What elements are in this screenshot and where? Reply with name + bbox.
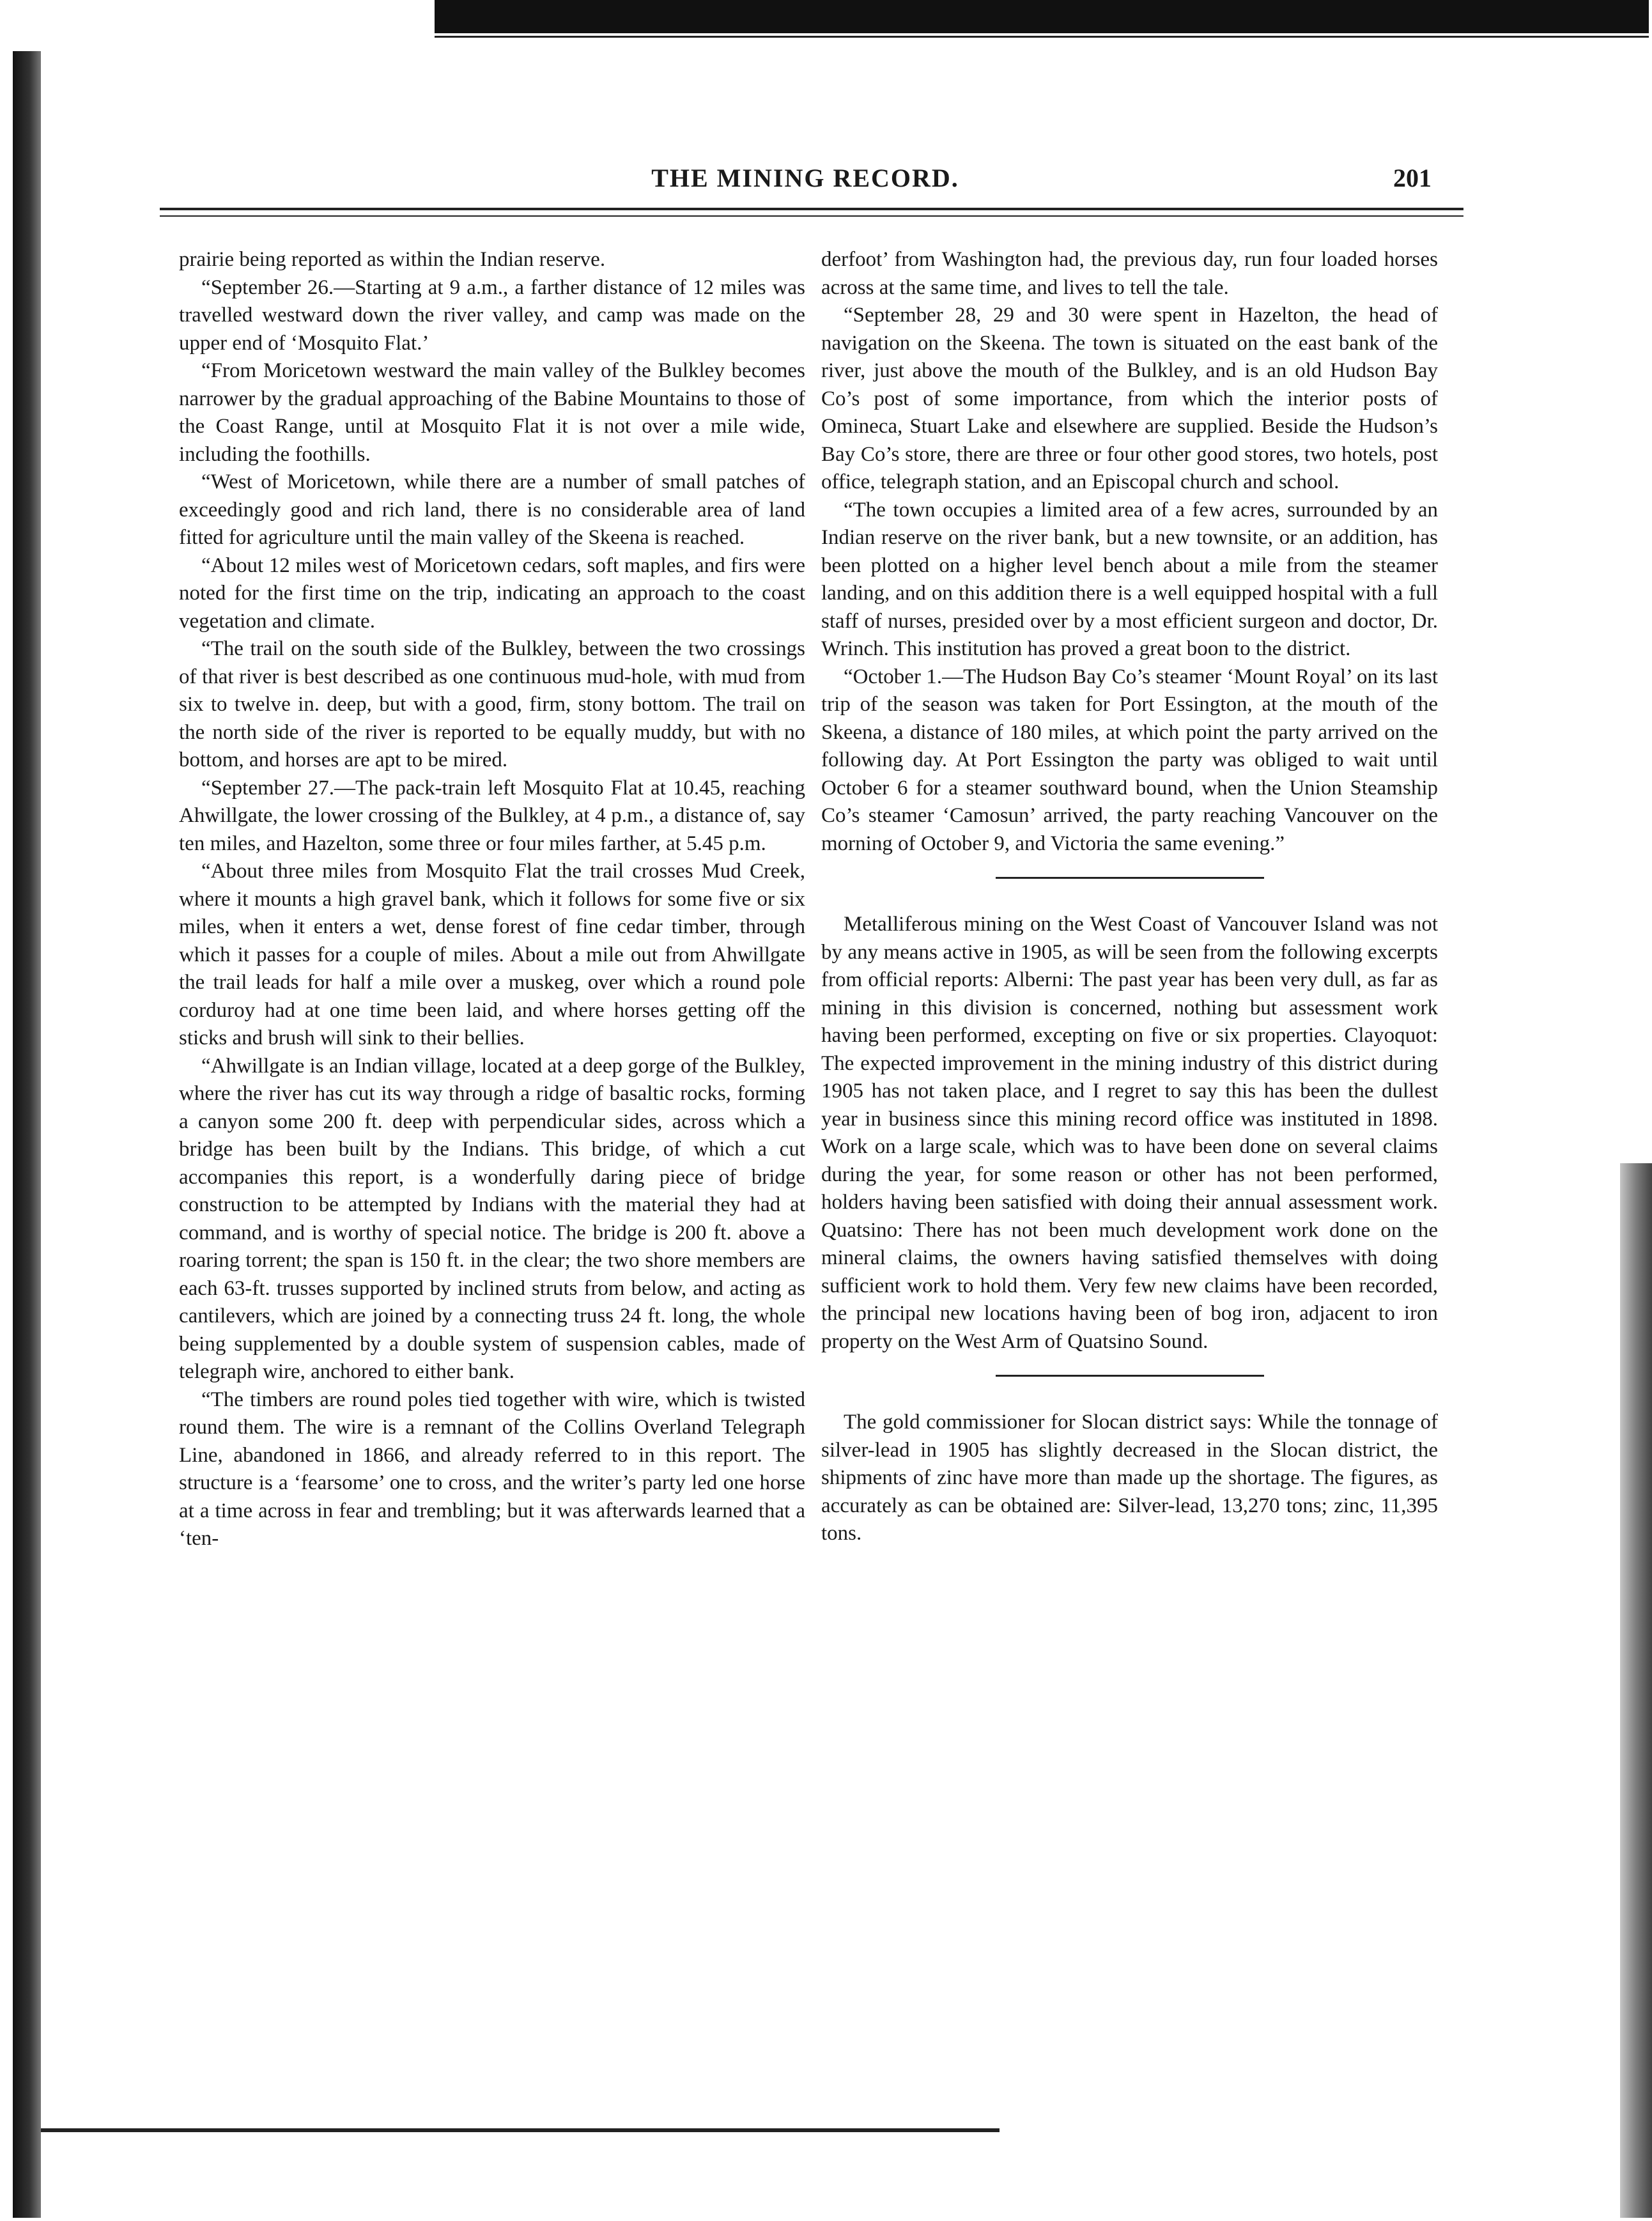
header-rule: [160, 208, 1463, 210]
paragraph: “The trail on the south side of the Bulkley, between the two crossings of that river is best described as one continuous mud-hole, with mud from six to twelve in. deep, but with a good, firm, stony bottom. The trail on the north side of the river is reported to be equally muddy, but with no bottom, and horses are apt to be mired.: [179, 637, 805, 771]
paragraph: “The town occupies a limited area of a few acres, surrounded by an Indian reserve on the river bank, but a new townsite, or an addition, has been plotted on a higher level bench about a mile from the steamer landing, and on this addition there is a well equipped hospital with a full staff of nurses, presided over by a most efficient surgeon and doctor, Dr. Wrinch. This institution has proved a great boon to the district.: [821, 498, 1438, 660]
paragraph: derfoot’ from Washington had, the previous day, run four loaded horses across at the same time, and lives to tell the tale.: [821, 248, 1438, 299]
paragraph: “From Moricetown westward the main valley of the Bulkley becomes narrower by the gradual approaching of the Babine Mountains to those of the Coast Range, until at Mosquito Flat it is not over a mile wide, including the foothills.: [179, 359, 805, 466]
scan-top-thin-rule: [435, 36, 1649, 38]
scan-binding-shadow: [13, 51, 41, 2218]
paragraph: “West of Moricetown, while there are a number of small patches of exceedingly good and rich land, there is no considerable area of land fitted for agriculture until the main valley of the Skeena is reached.: [179, 470, 805, 549]
scan-bottom-edge: [41, 2128, 1000, 2132]
paragraph: “The timbers are round poles tied together with wire, which is twisted round them. The wire is a remnant of the Collins Overland Telegraph Line, abandoned in 1866, and already referred to in this report. The structure is a ‘fearsome’ one to cross, and the writer’s party led one horse at a time across in fear and trembling; but it was afterwards learned that a ‘ten-: [179, 1388, 805, 1550]
section-divider: [996, 877, 1264, 879]
running-title: THE MINING RECORD.: [651, 164, 959, 192]
article-west-coast: Metalliferous mining on the West Coast of Vancouver Island was not by any means active in 1905, as will be seen from the following excerpts from official reports: Alberni: The past year has been very dull, as far as mining in this division is concerned, nothing but assessment work having been performed, excepting on five or six properties. Clayoquot: The expected improvement in the mining industry of this district during 1905 has not taken place, and I regret to say this has been the dullest year in business since this mining record office was instituted in 1898. Work on a large scale, which was to have been done on several claims during the year, for some reason or other has not been performed, holders having been satisfied with doing their annual assessment work. Quatsino: There has not been much development work done on the mineral claims, the owners having satisfied themselves with doing sufficient work to hold them. Very few new claims have been recorded, the principal new locations having been of bog iron, adjacent to iron property on the West Arm of Quatsino Sound.: [821, 913, 1438, 1353]
page-number: 201: [1393, 164, 1432, 192]
paragraph: “September 26.—Starting at 9 a.m., a farther distance of 12 miles was travelled westward down the river valley, and camp was made on the upper end of ‘Mosquito Flat.’: [179, 275, 805, 355]
paragraph: “Ahwillgate is an Indian village, located at a deep gorge of the Bulkley, where the river has cut its way through a ridge of basaltic rocks, forming a canyon some 200 ft. deep with perpendicular sides, across which a bridge has been built by the Indians. This bridge, of which a cut accompanies this report, is a wonderfully daring piece of bridge construction to be attempted by Indians with the material they had at command, and is worthy of special notice. The bridge is 200 ft. above a roaring torrent; the span is 150 ft. in the clear; the two shore members are each 63-ft. trusses supported by inclined struts from below, and acting as cantilevers, which are joined by a connecting truss 24 ft. long, the whole being supplemented by a double system of suspension cables, made of telegraph wire, anchored to either bank.: [179, 1054, 805, 1383]
scan-right-shadow: [1620, 1163, 1652, 2218]
right-column: [821, 246, 1438, 1548]
paragraph: prairie being reported as within the Indian reserve.: [179, 248, 606, 271]
paragraph: “September 27.—The pack-train left Mosquito Flat at 10.45, reaching Ahwillgate, the lower crossing of the Bulkley, at 4 p.m., a distance of, say ten miles, and Hazelton, some three or four miles farther, at 5.45 p.m.: [179, 776, 805, 855]
page-header: [153, 163, 1457, 214]
left-column: [179, 246, 805, 1553]
paragraph: “October 1.—The Hudson Bay Co’s steamer ‘Mount Royal’ on its last trip of the season was taken for Port Essington, at the mouth of the Skeena, a distance of 180 miles, at which point the party arrived on the following day. At Port Essington the party was obliged to wait until October 6 for a steamer southward bound, when the Union Steamship Co’s steamer ‘Camosun’ arrived, the party reaching Vancouver on the morning of October 9, and Victoria the same evening.”: [821, 665, 1438, 855]
paragraph: “September 28, 29 and 30 were spent in Hazelton, the head of navigation on the Skeena. The town is situated on the east bank of the river, just above the mouth of the Bulkley, and is an old Hudson Bay Co’s post of some importance, from which the interior posts of Omineca, Stuart Lake and elsewhere are supplied. Beside the Hudson’s Bay Co’s store, there are three or four other good stores, two hotels, post office, telegraph station, and an Episcopal church and school.: [821, 304, 1438, 493]
paragraph: “About 12 miles west of Moricetown cedars, soft maples, and firs were noted for the first time on the trip, indicating an approach to the coast vegetation and climate.: [179, 553, 805, 633]
scan-top-rule: [435, 0, 1649, 33]
paragraph: “About three miles from Mosquito Flat the trail crosses Mud Creek, where it mounts a high gravel bank, which it follows for some five or six miles, when it enters a wet, dense forest of fine cedar timber, through which it passes for a couple of miles. About a mile out from Ahwillgate the trail leads for half a mile over a muskeg, over which a round pole corduroy had at one time been laid, and where horses getting off the sticks and brush will sink to their bellies.: [179, 860, 805, 1049]
article-slocan: The gold commissioner for Slocan district says: While the tonnage of silver-lead in 1905 has slightly decreased in the Slocan district, the shipments of zinc have more than made up the shortage. The figures, as accurately as can be obtained are: Silver-lead, 13,270 tons; zinc, 11,395 tons.: [821, 1411, 1438, 1545]
section-divider: [996, 1375, 1264, 1377]
header-rule-thin: [160, 215, 1463, 217]
